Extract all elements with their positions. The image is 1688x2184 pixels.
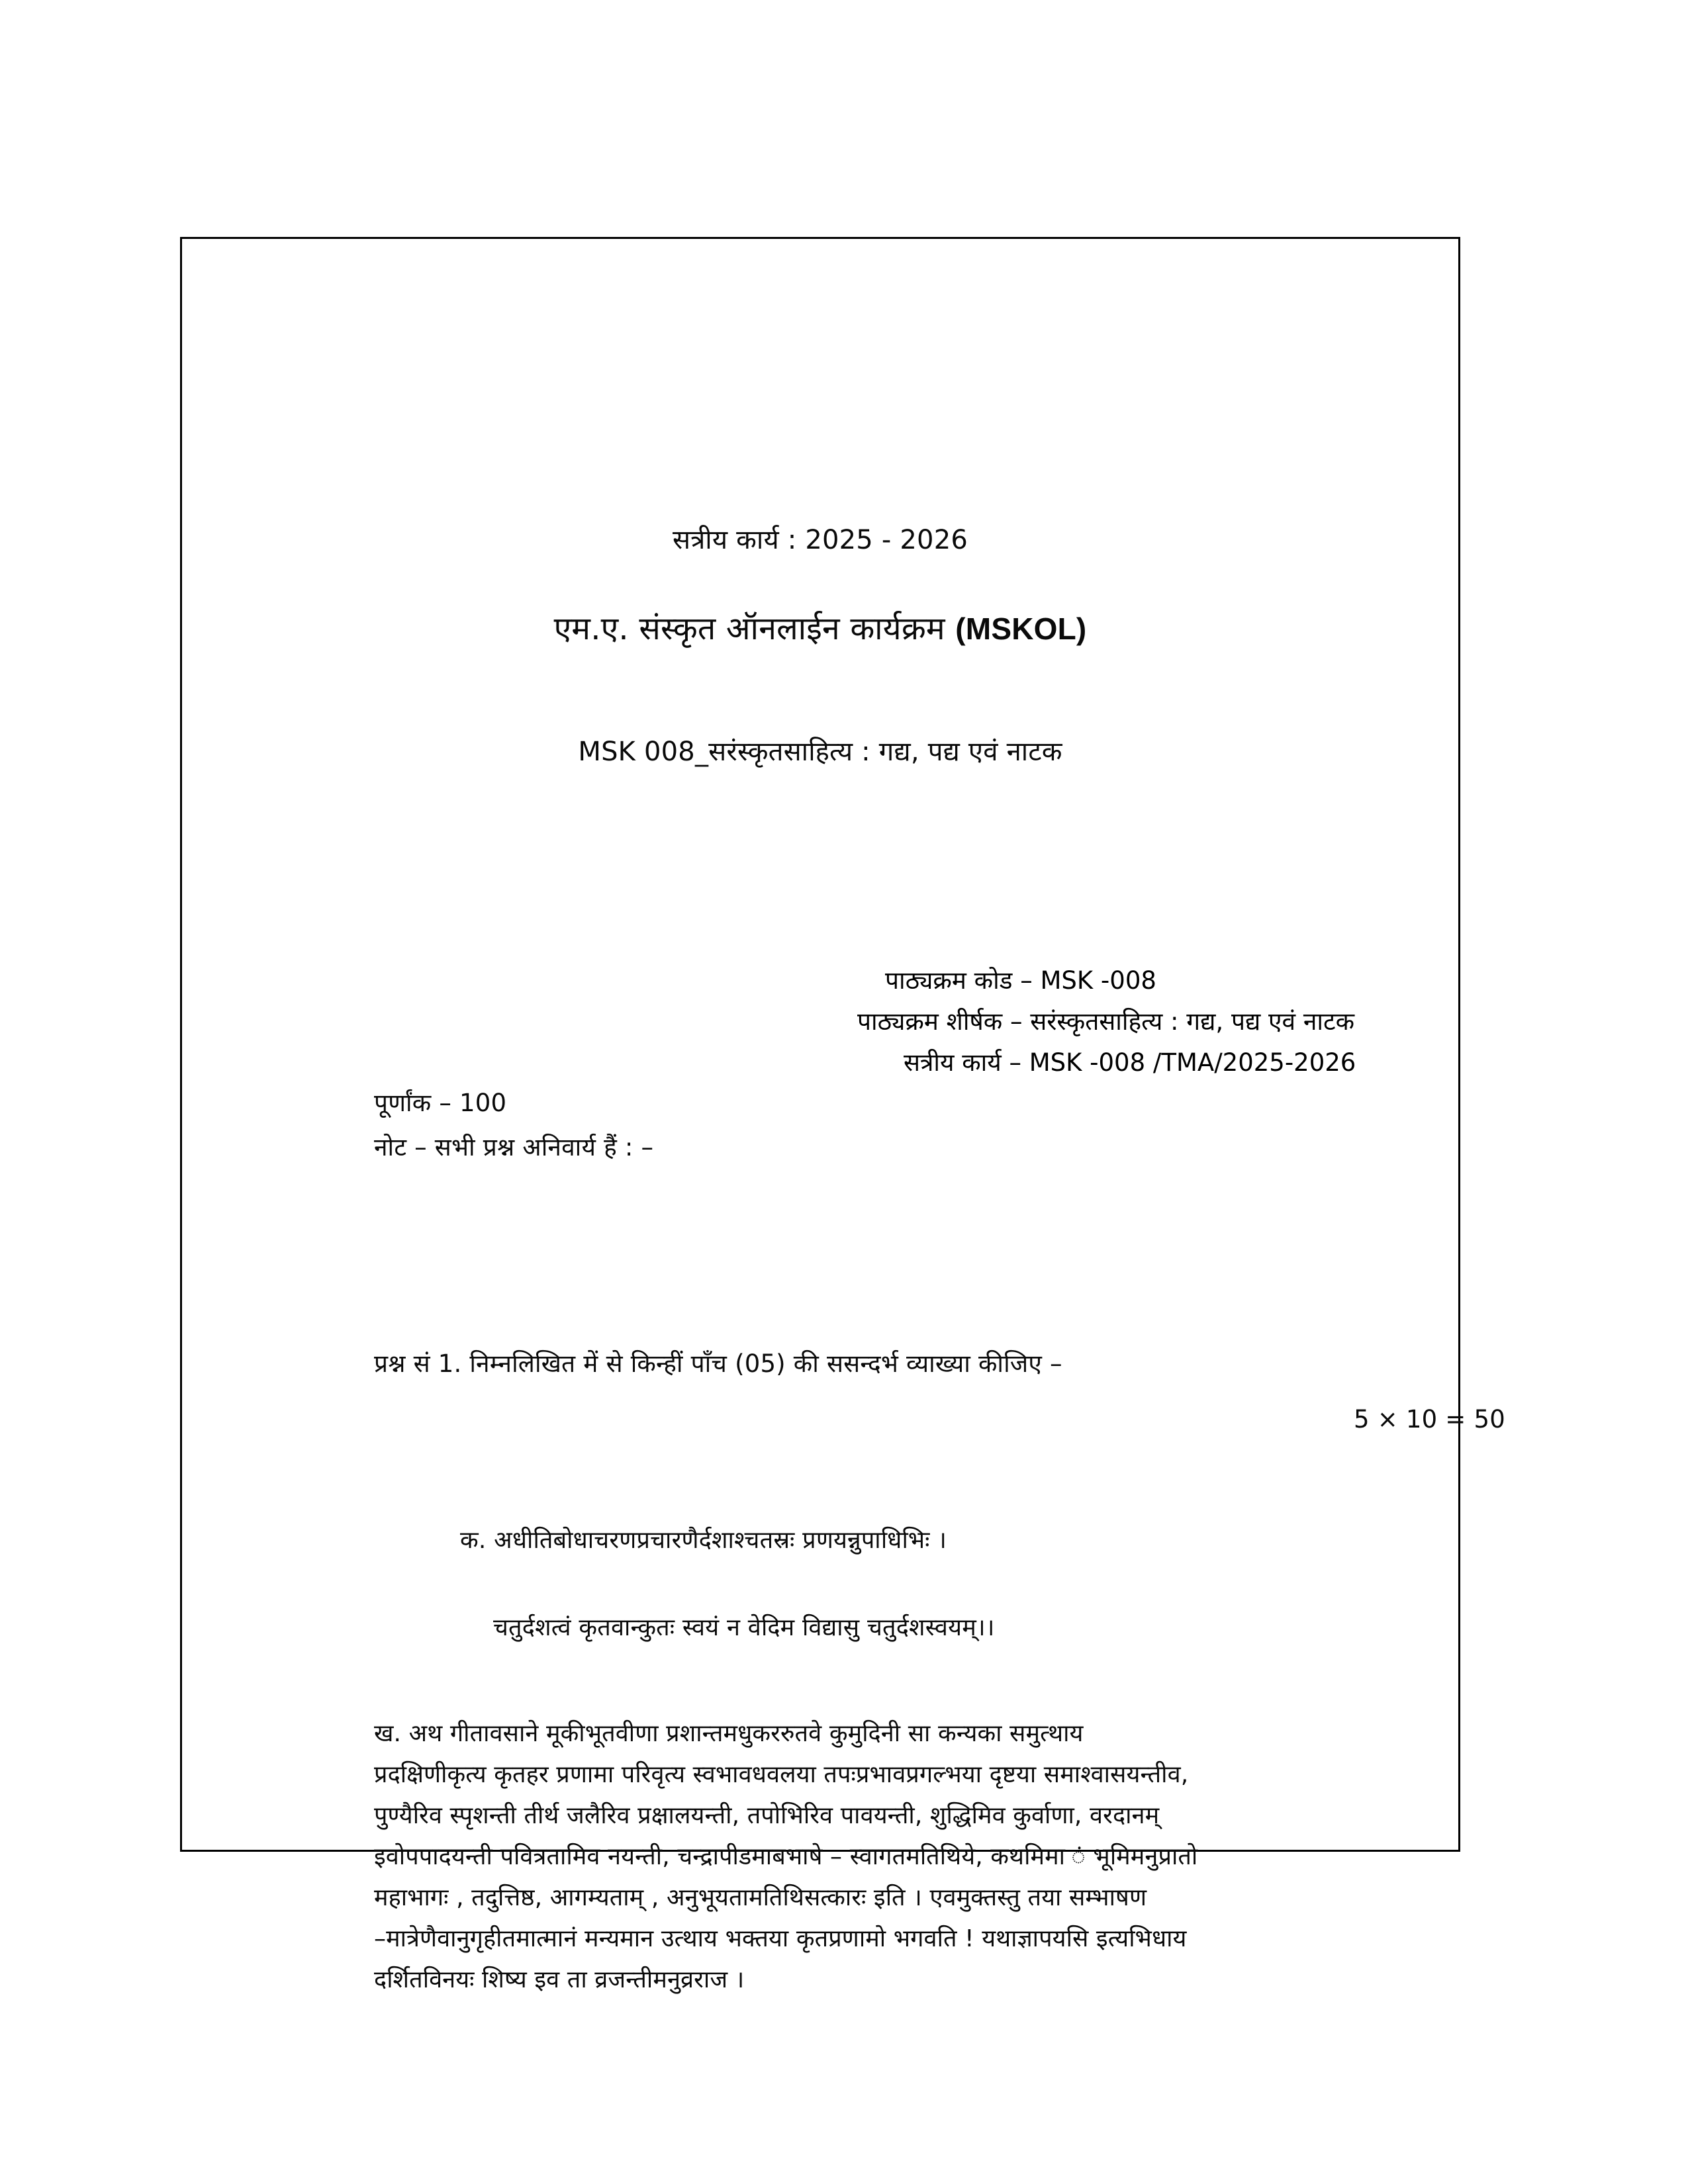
document-body: [182, 239, 1505, 1993]
item-ka-line-1: क. अधीतिबोधाचरणप्रचारणैर्दशाश्चतस्रः प्रणयन्नुपाधिभिः ।: [460, 1527, 947, 1554]
page-border-frame: [180, 237, 1505, 1993]
item-kha-line-4: इवोपपादयन्ती पवित्रतामिव नयन्ती, चन्द्रापीडमाबभाषे – स्वागतमतिथिये, कथमिमा ं भूमिमनुप्रातो: [374, 1843, 1198, 1870]
meta-course-code: पाठ्यक्रम कोड – MSK -008: [885, 966, 1156, 995]
item-kha-line-7: दर्शितविनयः शिष्य इव ता व्रजन्तीमनुव्रराज ।: [374, 1966, 745, 1993]
item-kha-line-2: प्रदक्षिणीकृत्य कृतहर प्रणामा परिवृत्य स्वभावधवलया तपःप्रभावप्रगल्भया दृष्टया समाश्वासयन्तीव,: [374, 1761, 1189, 1788]
session-heading: सत्रीय कार्य : 2025 - 2026: [672, 525, 968, 555]
question-1-marks: 5 × 10 = 50: [1354, 1405, 1505, 1433]
course-heading: MSK 008_सरंस्कृतसाहित्य : गद्य, पद्य एवं नाटक: [578, 737, 1062, 767]
question-1-text: प्रश्न सं 1. निम्नलिखित में से किन्हीं पाँच (05) की ससन्दर्भ व्याख्या कीजिए –: [374, 1349, 1062, 1378]
item-kha-line-6: –मात्रेणैवानुगृहीतमात्मानं मन्यमान उत्थाय भक्तया कृतप्रणामो भगवति ! यथाज्ञापयसि इत्यभिधाय: [374, 1925, 1187, 1952]
note-label: नोट – सभी प्रश्न अनिवार्य हैं : –: [374, 1133, 654, 1161]
item-kha-paragraph: [374, 1713, 1632, 2001]
course-meta-block: [857, 960, 1356, 1083]
program-code-text: (MSKOL): [955, 612, 1087, 646]
item-kha-line-1: ख. अथ गीतावसाने मूकीभूतवीणा प्रशान्तमधुकररुतवे कुमुदिनी सा कन्यका समुत्थाय: [374, 1720, 1084, 1747]
meta-assignment-code: सत्रीय कार्य – MSK -008 /TMA/2025-2026: [904, 1048, 1356, 1077]
meta-course-title: पाठ्यक्रम शीर्षक – सरंस्कृतसाहित्य : गद्य, पद्य एवं नाटक: [857, 1007, 1355, 1036]
total-marks-label: पूर्णांक – 100: [374, 1089, 507, 1117]
item-ka-line-2: चतुर्दशत्वं कृतवान्कुतः स्वयं न वेदिम विद्यासु चतुर्दशस्वयम्।।: [493, 1614, 995, 1641]
item-kha-line-5: महाभागः , तदुत्तिष्ठ, आगम्यताम् , अनुभूयतामतिथिसत्कारः इति । एवमुक्तस्तु तया सम्भाषण: [374, 1884, 1147, 1911]
program-heading: [182, 606, 1458, 649]
program-title-text: एम.ए. संस्कृत ऑनलाईन कार्यक्रम: [553, 610, 956, 647]
item-kha-line-3: पुण्यैरिव स्पृशन्ती तीर्थ जलैरिव प्रक्षालयन्ती, तपोभिरिव पावयन्ती, शुद्धिमिव कुर्वाणा, वरदानम्: [374, 1802, 1160, 1829]
